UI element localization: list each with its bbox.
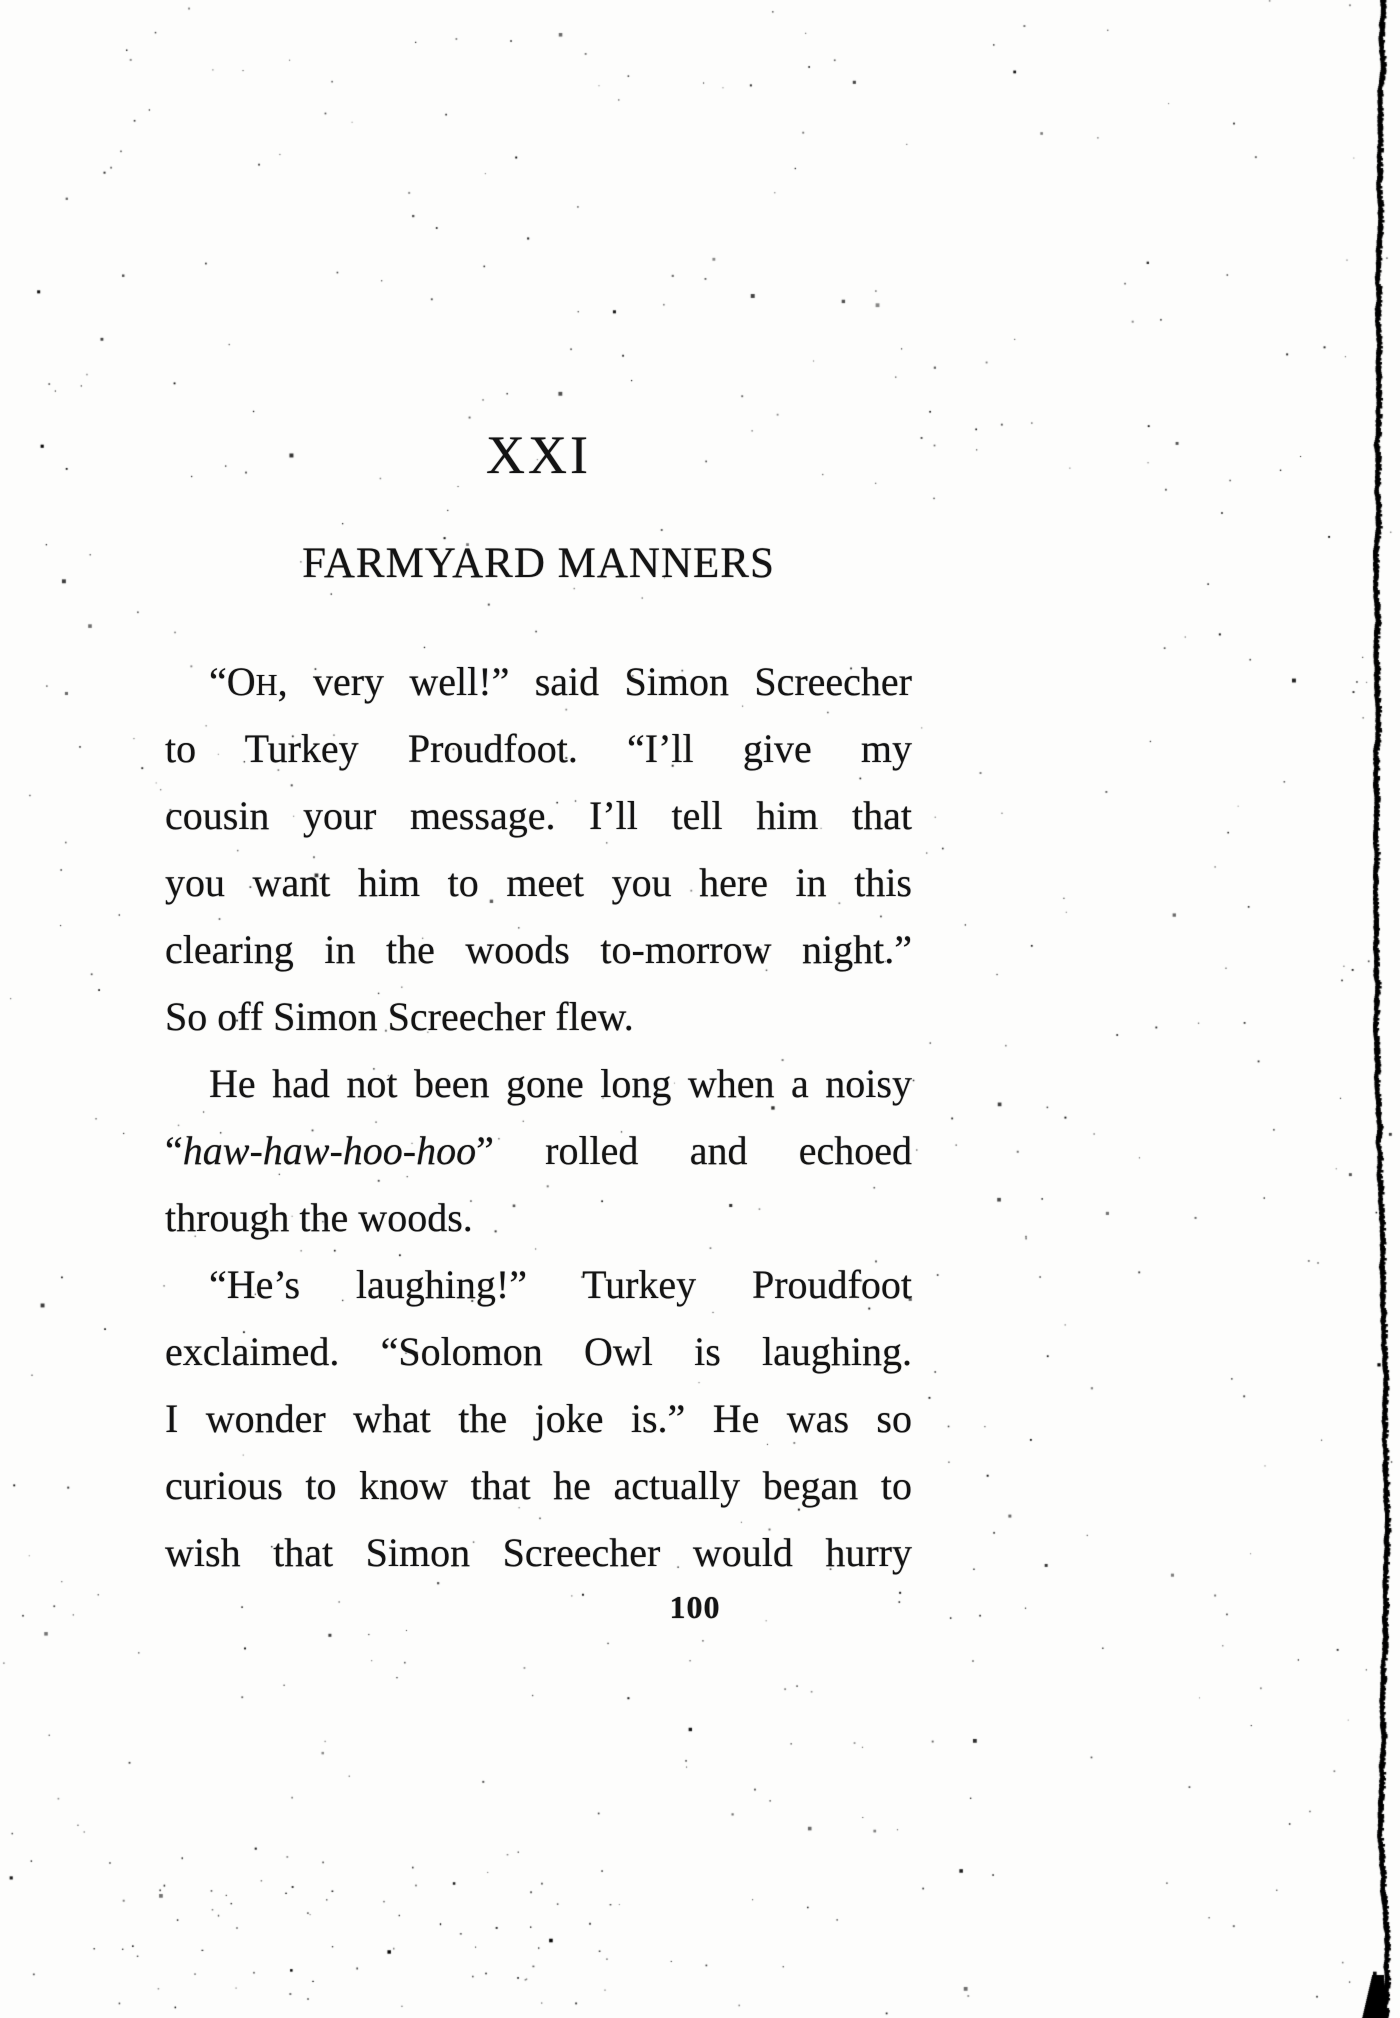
text-line: [165, 916, 912, 983]
text-segment: I wonder what the joke is.” He was so: [165, 1396, 912, 1441]
text-segment: “: [165, 1128, 183, 1173]
text-segment: ” rolled and echoed: [476, 1128, 912, 1173]
text-line: [165, 1452, 912, 1519]
text-line: [165, 1117, 912, 1184]
body-text: [165, 648, 912, 1586]
text-line: [165, 1385, 912, 1452]
text-line: [165, 1318, 912, 1385]
text-segment: H: [255, 668, 278, 702]
text-segment: you want him to meet you here in this: [165, 860, 912, 905]
text-line: [165, 983, 912, 1050]
text-line: [165, 782, 912, 849]
text-line: [165, 1251, 912, 1318]
page-content: [165, 0, 912, 2018]
text-line: [165, 648, 912, 715]
text-segment: “O: [209, 659, 256, 704]
text-segment: He had not been gone long when a noisy: [209, 1061, 912, 1106]
text-segment: , very well!” said Simon Screecher: [277, 659, 912, 704]
text-segment: exclaimed. “Solomon Owl is laughing.: [165, 1329, 912, 1374]
text-line: [165, 849, 912, 916]
chapter-title: FARMYARD MANNERS: [302, 540, 775, 587]
page-number: 100: [669, 1589, 721, 1625]
text-segment: haw-haw-hoo-hoo: [182, 1128, 477, 1173]
text-segment: through the woods.: [165, 1195, 473, 1240]
text-segment: “He’s laughing!” Turkey Proudfoot: [209, 1262, 912, 1307]
text-segment: to Turkey Proudfoot. “I’ll give my: [165, 726, 912, 771]
text-segment: wish that Simon Screecher would hurry: [165, 1530, 912, 1575]
text-segment: curious to know that he actually began to: [165, 1463, 912, 1508]
text-line: [165, 715, 912, 782]
chapter-number: XXI: [486, 425, 591, 485]
text-segment: cousin your message. I’ll tell him that: [165, 793, 912, 838]
text-line: [165, 1050, 912, 1117]
text-line: [165, 1519, 912, 1586]
text-line: [165, 1184, 912, 1251]
text-segment: clearing in the woods to-morrow night.”: [165, 927, 912, 972]
text-segment: So off Simon Screecher flew.: [165, 994, 634, 1039]
